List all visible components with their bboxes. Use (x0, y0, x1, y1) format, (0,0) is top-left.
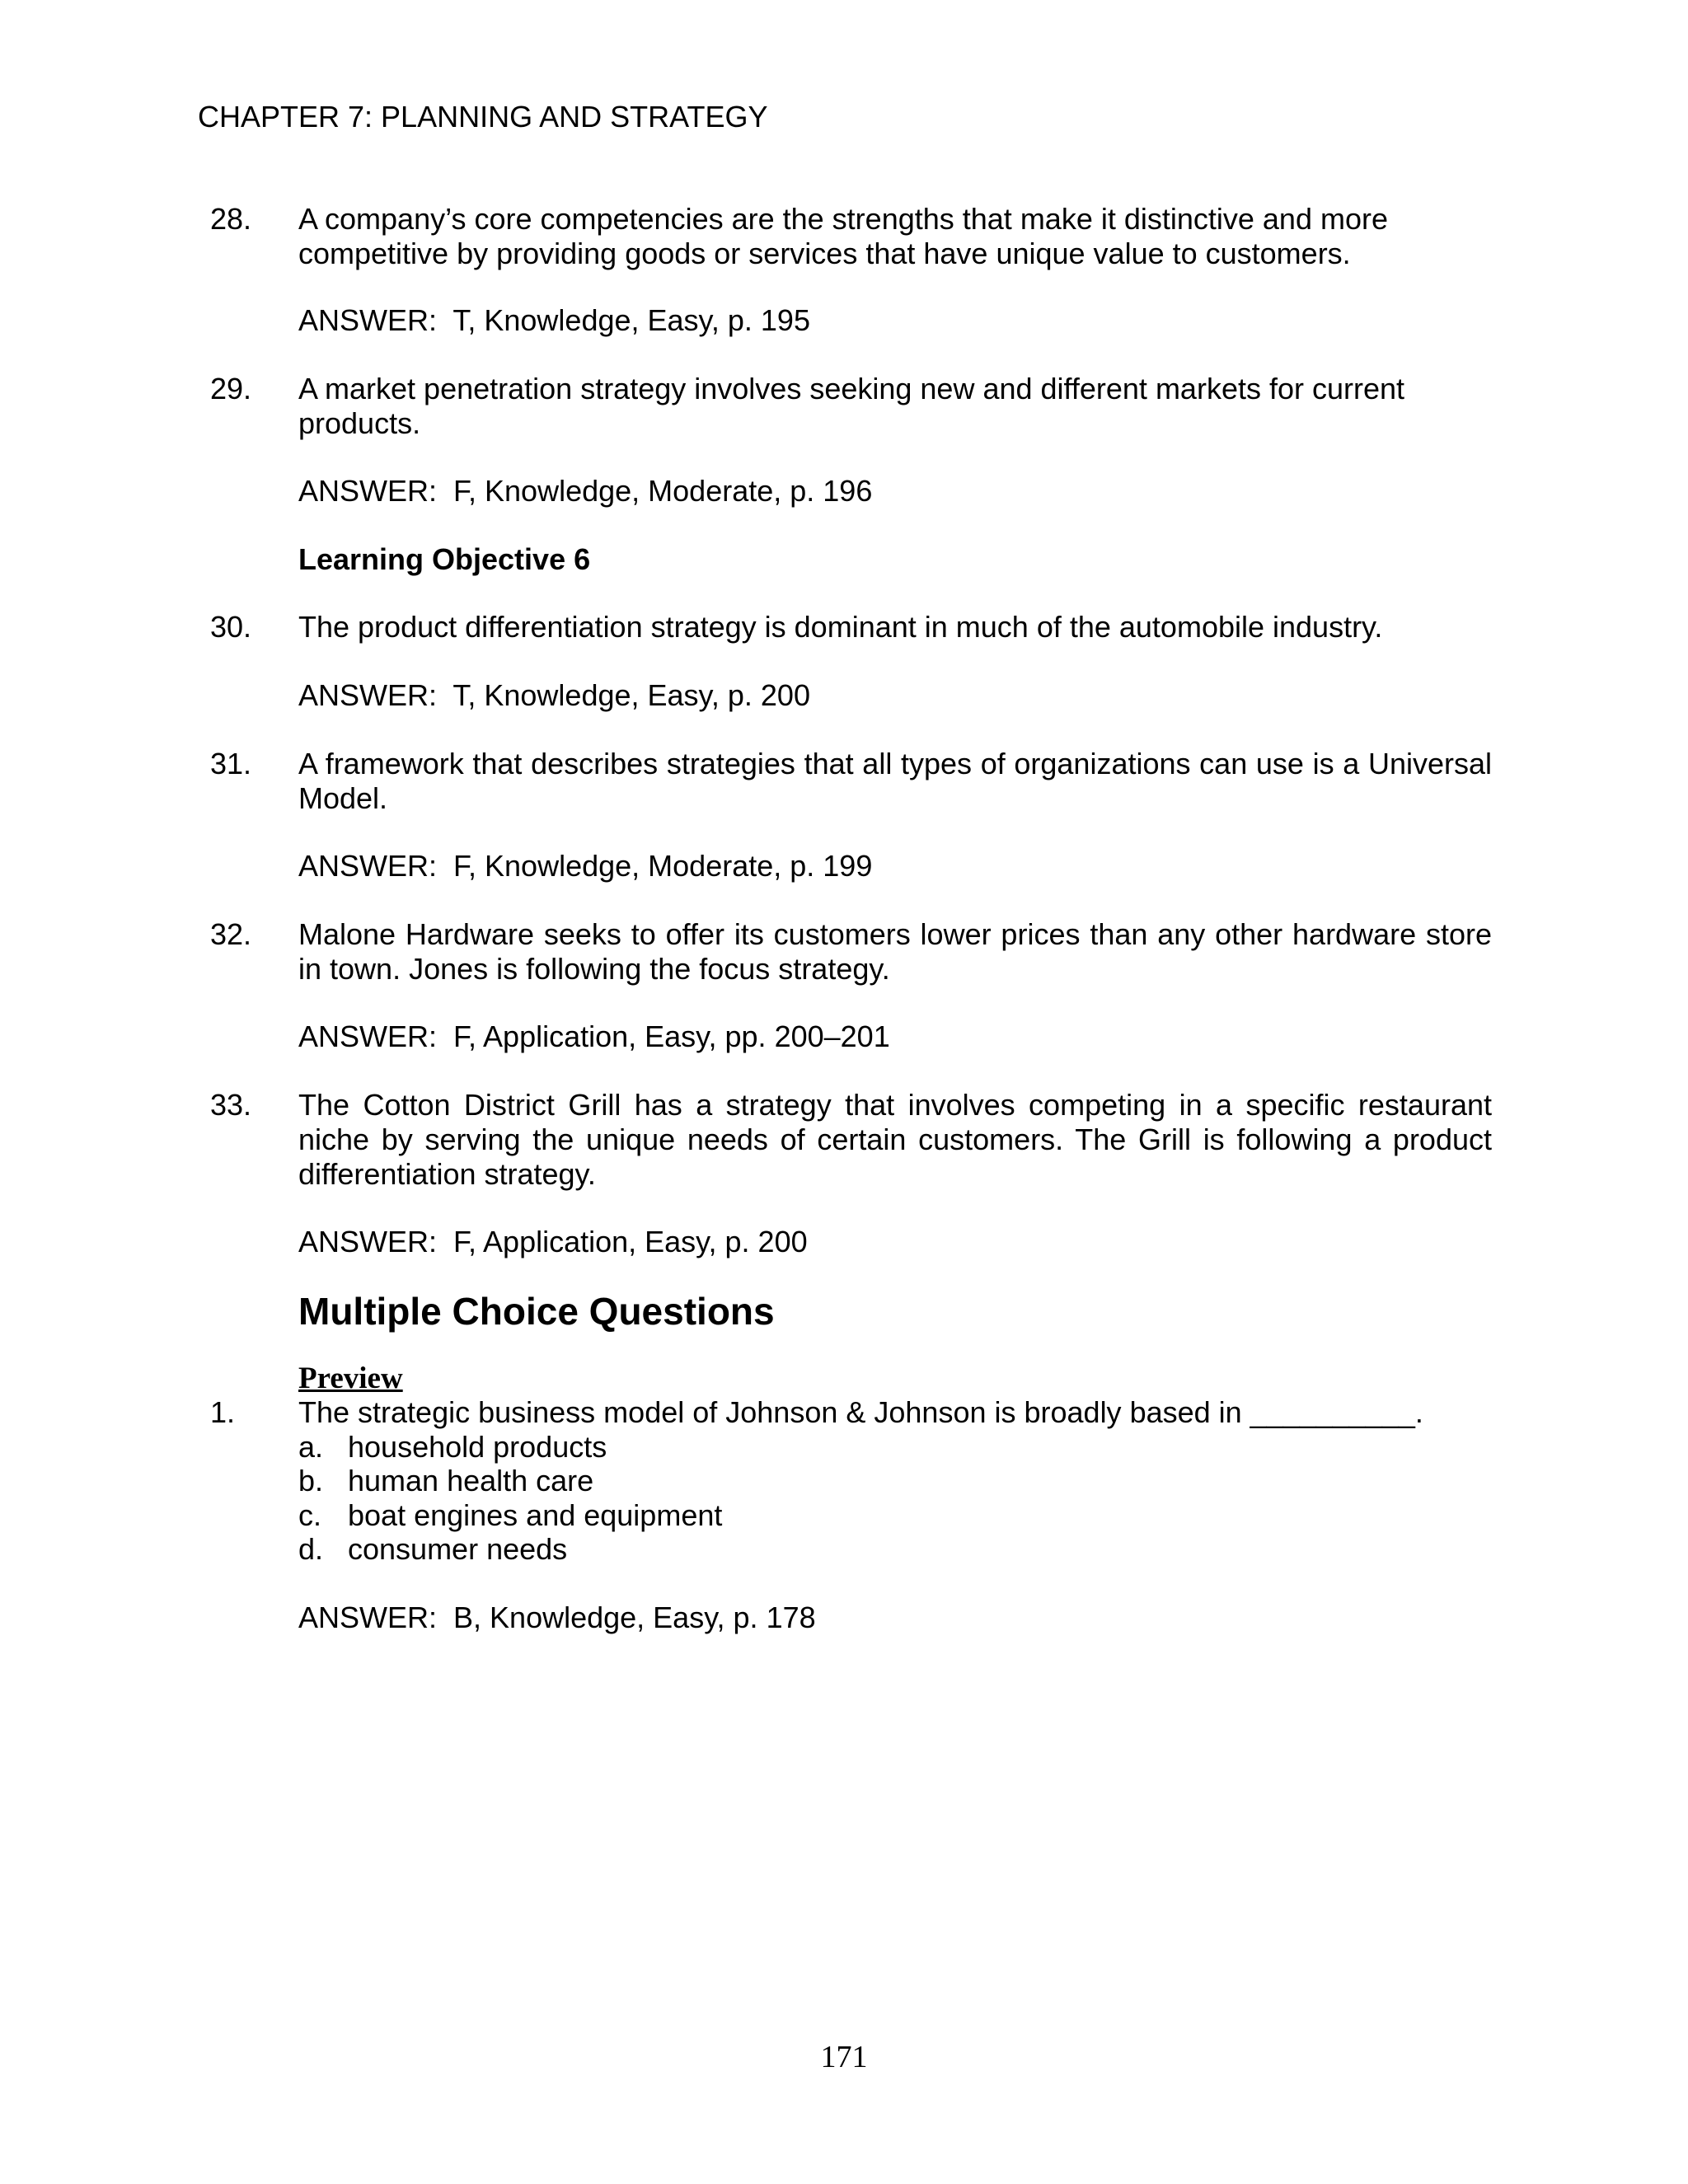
question-text: A framework that describes strategies that all types of organizations can use is a Universal Model. (298, 747, 1492, 815)
question-number: 29. (210, 372, 252, 405)
choice-c (0, 1498, 1688, 1533)
learning-objective-heading: Learning Objective 6 (298, 542, 591, 576)
question-text: The strategic business model of Johnson & Johnson is broadly based in __________. (298, 1395, 1423, 1429)
question-text: The product differentiation strategy is dominant in much of the automobile industry. (298, 610, 1383, 644)
choice-d (0, 1532, 1688, 1567)
choice-a (0, 1430, 1688, 1465)
choice-text: consumer needs (348, 1532, 568, 1566)
answer-33: ANSWER: F, Application, Easy, p. 200 (298, 1225, 808, 1258)
choice-text: household products (348, 1430, 607, 1464)
question-number: 1. (210, 1395, 236, 1429)
choice-letter: d. (298, 1532, 324, 1566)
question-text: A company’s core competencies are the strengths that make it distinctive and more competitive by providing goods or services that have unique value to customers. (298, 202, 1388, 270)
question-number: 30. (210, 610, 252, 644)
answer-mc-1: ANSWER: B, Knowledge, Easy, p. 178 (298, 1601, 816, 1634)
question-text: The Cotton District Grill has a strategy that involves competing in a specific restaurant niche by serving the unique needs of certain customers. The Grill is following a product differentiation strategy. (298, 1088, 1492, 1191)
question-number: 33. (210, 1088, 252, 1122)
chapter-header: CHAPTER 7: PLANNING AND STRATEGY (198, 100, 768, 134)
question-number: 32. (210, 917, 252, 951)
question-number: 31. (210, 747, 252, 780)
answer-31: ANSWER: F, Knowledge, Moderate, p. 199 (298, 849, 873, 883)
question-text: A market penetration strategy involves seeking new and different markets for current products. (298, 372, 1405, 440)
answer-30: ANSWER: T, Knowledge, Easy, p. 200 (298, 678, 810, 712)
section-title-multiple-choice: Multiple Choice Questions (298, 1290, 775, 1333)
choice-letter: b. (298, 1464, 324, 1497)
page-number: 171 (820, 2040, 868, 2074)
choice-b (0, 1464, 1688, 1498)
choice-letter: a. (298, 1430, 324, 1464)
question-number: 28. (210, 202, 252, 236)
choice-letter: c. (298, 1498, 322, 1532)
answer-29: ANSWER: F, Knowledge, Moderate, p. 196 (298, 474, 873, 508)
preview-subheading: Preview (298, 1361, 403, 1395)
choice-text: boat engines and equipment (348, 1498, 723, 1532)
answer-32: ANSWER: F, Application, Easy, pp. 200–201 (298, 1019, 890, 1053)
answer-28: ANSWER: T, Knowledge, Easy, p. 195 (298, 303, 810, 337)
question-text: Malone Hardware seeks to offer its customers lower prices than any other hardware store in town. Jones is following the focus strategy. (298, 917, 1492, 986)
choice-text: human health care (348, 1464, 594, 1497)
